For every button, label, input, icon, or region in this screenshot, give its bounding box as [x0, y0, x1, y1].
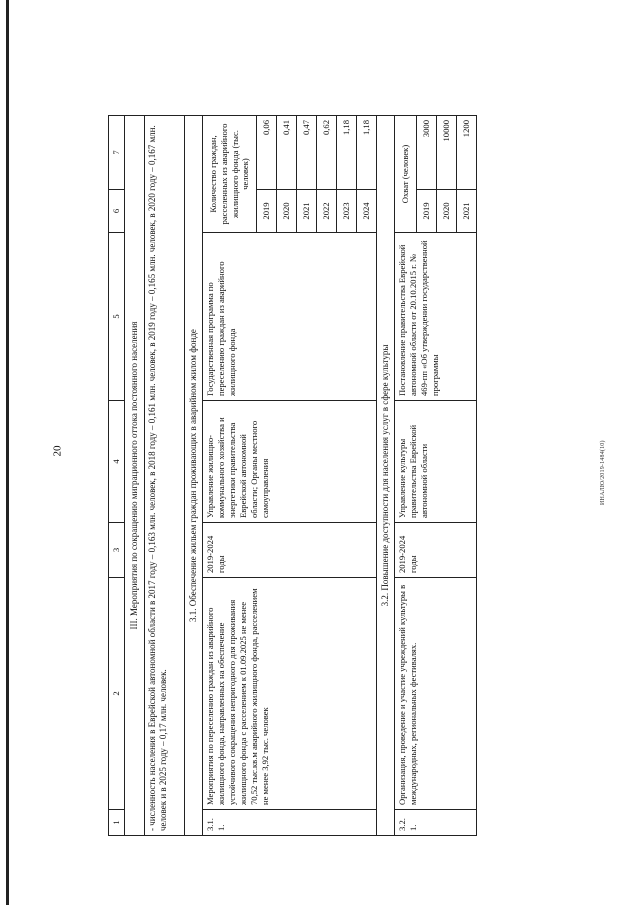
year-cell: 2021 [297, 190, 317, 233]
subsection-title: 3.1. Обеспечение жильем граждан проживающих в аварийном жилом фонде [185, 116, 203, 836]
indicator: Количество граждан, расселенных из аварийного жилищного фонда (тыс. человек) [203, 116, 257, 233]
table-row [203, 116, 257, 836]
value-cell: 1200 [457, 116, 477, 190]
measure-text: Организация, проведение и участие учреждений культуры в международных, региональных фестивалях. [395, 578, 477, 810]
col-header: 7 [109, 116, 125, 190]
value-cell: 0,47 [297, 116, 317, 190]
rotated-table-container [108, 116, 578, 836]
document: Государственная программа по переселению граждан из аварийного жилищного фонда [203, 233, 377, 401]
value-cell: 3000 [417, 116, 437, 190]
measures-table [108, 115, 477, 836]
table-row [395, 116, 417, 836]
year-cell: 2022 [317, 190, 337, 233]
year-cell: 2021 [457, 190, 477, 233]
row-number: 3.1.1. [203, 810, 377, 836]
col-header: 1 [109, 810, 125, 836]
section-title: III. Мероприятия по сокращению миграционного оттока постоянного населения [125, 116, 145, 836]
year-cell: 2020 [437, 190, 457, 233]
value-cell: 0,41 [277, 116, 297, 190]
year-cell: 2020 [277, 190, 297, 233]
col-header: 6 [109, 190, 125, 233]
value-cell: 0,62 [317, 116, 337, 190]
year-cell: 2019 [417, 190, 437, 233]
document: Постановление правительства Еврейской автономной области от 20.10.2015 г. № 469-пп «Об утверждении государственной программы [395, 233, 477, 401]
page-number: 20 [51, 445, 64, 457]
col-header: 3 [109, 523, 125, 578]
header-row [109, 116, 125, 836]
period: 2019-2024 годы [395, 523, 477, 578]
year-cell: 2023 [337, 190, 357, 233]
year-cell: 2024 [357, 190, 377, 233]
value-cell: 0,06 [257, 116, 277, 190]
col-header: 5 [109, 233, 125, 401]
value-cell: 10000 [437, 116, 457, 190]
year-cell: 2019 [257, 190, 277, 233]
indicator: Охват (человек) [395, 116, 417, 233]
executor: Управление жилищно-коммунального хозяйства и энергетики правительства Еврейской автономной области; Органы местного самоуправления [203, 401, 377, 523]
measure-text: Мероприятия по переселению граждан из аварийного жилищного фонда, направленных на обеспечение устойчивого сокращения непригодного для проживания жилищного фонда с расселением к 01.09.2025 не менее 70,52 тыс.кв.м аварийного жилищного фонда, расселением не менее 3,92 тыс. человек [203, 578, 377, 810]
value-cell: 1,18 [357, 116, 377, 190]
value-cell: 1,18 [337, 116, 357, 190]
period: 2019-2024 годы [203, 523, 377, 578]
col-header: 2 [109, 578, 125, 810]
left-binding-rule [6, 0, 9, 905]
row-number: 3.2.1. [395, 810, 477, 836]
footer-stamp: ИНАЛЮ/2019-1484(10) [600, 440, 606, 505]
col-header: 4 [109, 401, 125, 523]
population-note: - численность населения в Еврейской автономной области в 2017 году – 0,163 млн. человек, в 2018 году – 0,161 млн. человек, в 2019 году – 0,165 млн. человек, в 2020 году – 0,167 млн. человек и в 2025 году – 0,17 млн. человек. [145, 116, 185, 836]
subsection-title: 3.2. Повышение доступности для населения услуг в сфере культуры [377, 116, 395, 836]
executor: Управление культуры правительства Еврейской автономной области [395, 401, 477, 523]
